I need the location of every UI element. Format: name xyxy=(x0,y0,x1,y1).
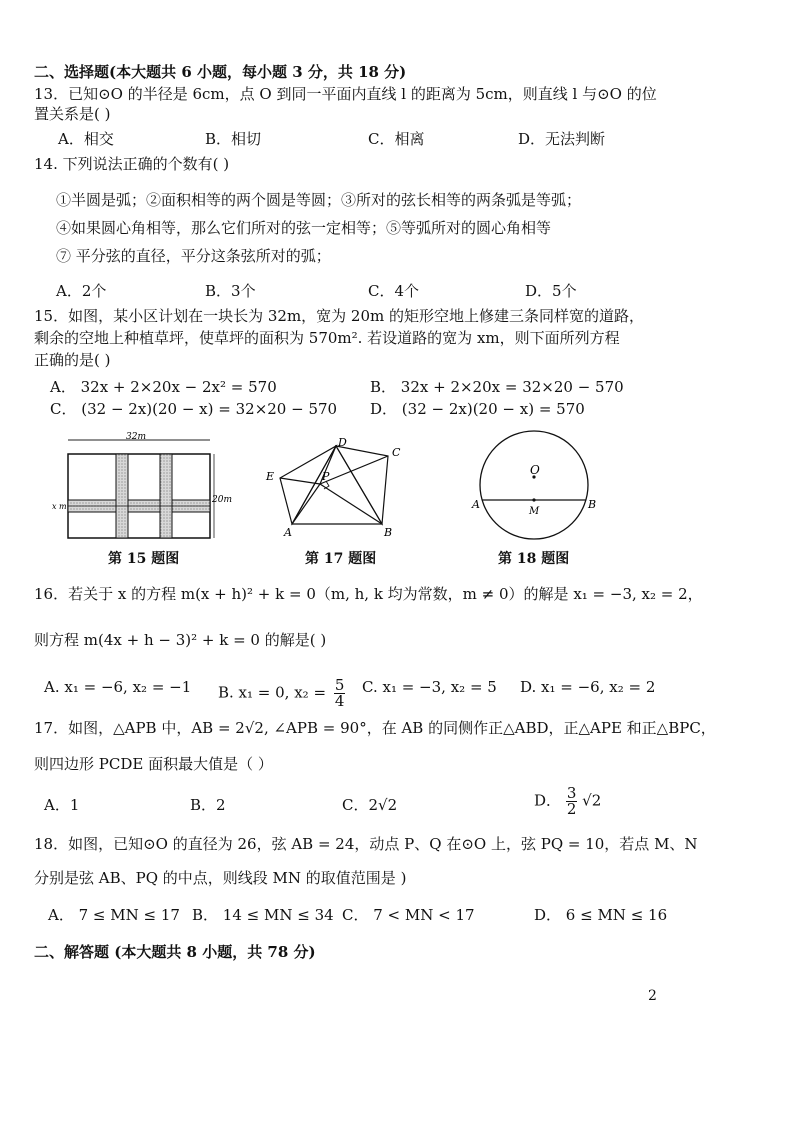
q14-stem: 14. 下列说法正确的个数有( ) xyxy=(34,155,230,173)
q13-option-a: A．相交 xyxy=(58,130,114,148)
q16-option-d: D. x₁ = −6, x₂ = 2 xyxy=(520,678,656,696)
q13-option-b: B．相切 xyxy=(205,130,262,148)
q14-option-b: B．3个 xyxy=(205,282,256,300)
q15-line3: 正确的是( ) xyxy=(34,351,111,369)
svg-text:A: A xyxy=(284,526,292,539)
svg-text:B: B xyxy=(588,498,597,511)
q15-option-a: A． 32x + 2×20x − 2x² = 570 xyxy=(50,378,277,396)
q18-option-d: D． 6 ≤ MN ≤ 16 xyxy=(534,906,668,924)
caption-fig18: 第 18 题图 xyxy=(498,551,570,567)
svg-text:D: D xyxy=(338,436,347,449)
svg-text:E: E xyxy=(266,470,275,483)
circle-o xyxy=(480,431,588,539)
q17-option-b: B．2 xyxy=(190,796,226,814)
q14-statement-3: ⑦ 平分弦的直径，平分这条弦所对的弧； xyxy=(56,247,331,265)
q18-line1: 18．如图，已知⊙O 的直径为 26，弦 AB = 24，动点 P、Q 在⊙O 上，弦 PQ = 10，若点 M、N xyxy=(34,835,698,853)
figure-18 xyxy=(468,428,608,548)
section-title-choice: 二、选择题(本大题共 6 小题，每小题 3 分，共 18 分) xyxy=(34,63,407,81)
vertical-road-2 xyxy=(160,454,172,538)
side-ed xyxy=(280,446,336,524)
q18-line2: 分别是弦 AB、PQ 的中点，则线段 MN 的取值范围是 ) xyxy=(34,869,407,887)
label-32m: 32m xyxy=(126,432,146,442)
label-20m: 20m xyxy=(212,495,232,505)
q14-statement-2: ④如果圆心角相等，那么它们所对的弦一定相等；⑤等弧所对的圆心角相等 xyxy=(56,219,552,237)
vertical-road-1 xyxy=(116,454,128,538)
q13-option-d: D．无法判断 xyxy=(518,130,606,148)
figure-17 xyxy=(258,434,408,544)
q18-option-c: C． 7 < MN < 17 xyxy=(342,906,475,924)
q14-statement-1: ①半圆是弧；②面积相等的两个圆是等圆；③所对的弦长相等的两条弧是等弧； xyxy=(56,191,582,209)
svg-text:B: B xyxy=(384,526,393,539)
q13-line2: 置关系是( ) xyxy=(34,105,111,123)
q15-line1: 15．如图，某小区计划在一块长为 32m，宽为 20m 的矩形空地上修建三条同样宽的道路， xyxy=(34,307,645,325)
q16-option-a: A. x₁ = −6, x₂ = −1 xyxy=(44,678,192,696)
q14-option-a: A．2个 xyxy=(56,282,107,300)
field-rectangle xyxy=(68,454,210,538)
svg-text:P: P xyxy=(322,470,330,483)
q16-line1: 16．若关于 x 的方程 m(x + h)² + k = 0（m, h, k 均为常数，m ≠ 0）的解是 x₁ = −3, x₂ = 2， xyxy=(34,585,703,603)
caption-fig15: 第 15 题图 xyxy=(108,551,180,567)
triangle-abd xyxy=(292,446,382,524)
svg-text:M: M xyxy=(529,506,540,517)
q15-line2: 剩余的空地上种植草坪，使草坪的面积为 570m². 若设道路的宽为 xm，则下面所列方程 xyxy=(34,329,620,347)
caption-fig17: 第 17 题图 xyxy=(305,551,377,567)
side-dc xyxy=(336,446,388,524)
q17-line2: 则四边形 PCDE 面积最大值是（ ） xyxy=(34,755,273,773)
q17-option-d: D． $\frac{3}{2}$ √2 xyxy=(534,784,602,818)
svg-text:O: O xyxy=(530,463,540,477)
figure-15 xyxy=(52,430,242,545)
q17-line1: 17．如图，△APB 中，AB = 2√2, ∠APB = 90°，在 AB 的同侧作正△ABD，正△APE 和正△BPC， xyxy=(34,719,716,737)
q16-option-b: B. x₁ = 0, x₂ = $\frac{5}{4}$ xyxy=(218,676,345,710)
q15-option-d: D． (32 − 2x)(20 − x) = 570 xyxy=(370,400,585,418)
q18-option-a: A． 7 ≤ MN ≤ 17 xyxy=(48,906,180,924)
q14-option-d: D．5个 xyxy=(525,282,577,300)
q16-line2: 则方程 m(4x + h − 3)² + k = 0 的解是( ) xyxy=(34,631,327,649)
svg-text:C: C xyxy=(392,446,401,459)
q17-option-c: C．2√2 xyxy=(342,796,398,814)
page-number: 2 xyxy=(648,988,657,1004)
q15-option-c: C． (32 − 2x)(20 − x) = 32×20 − 570 xyxy=(50,400,338,418)
q17-option-a: A．1 xyxy=(44,796,80,814)
q13-line1: 13．已知⊙O 的半径是 6cm，点 O 到同一平面内直线 l 的距离为 5cm，则直线 l 与⊙O 的位 xyxy=(34,85,657,103)
label-xm: x m xyxy=(52,502,67,511)
q15-option-b: B． 32x + 2×20x = 32×20 − 570 xyxy=(370,378,624,396)
section-title-answer: 二、解答题 (本大题共 8 小题，共 78 分) xyxy=(34,943,316,961)
q18-option-b: B． 14 ≤ MN ≤ 34 xyxy=(192,906,334,924)
q13-option-c: C．相离 xyxy=(368,130,425,148)
q16-option-c: C. x₁ = −3, x₂ = 5 xyxy=(362,678,497,696)
svg-text:A: A xyxy=(472,498,480,511)
q14-option-c: C．4个 xyxy=(368,282,420,300)
